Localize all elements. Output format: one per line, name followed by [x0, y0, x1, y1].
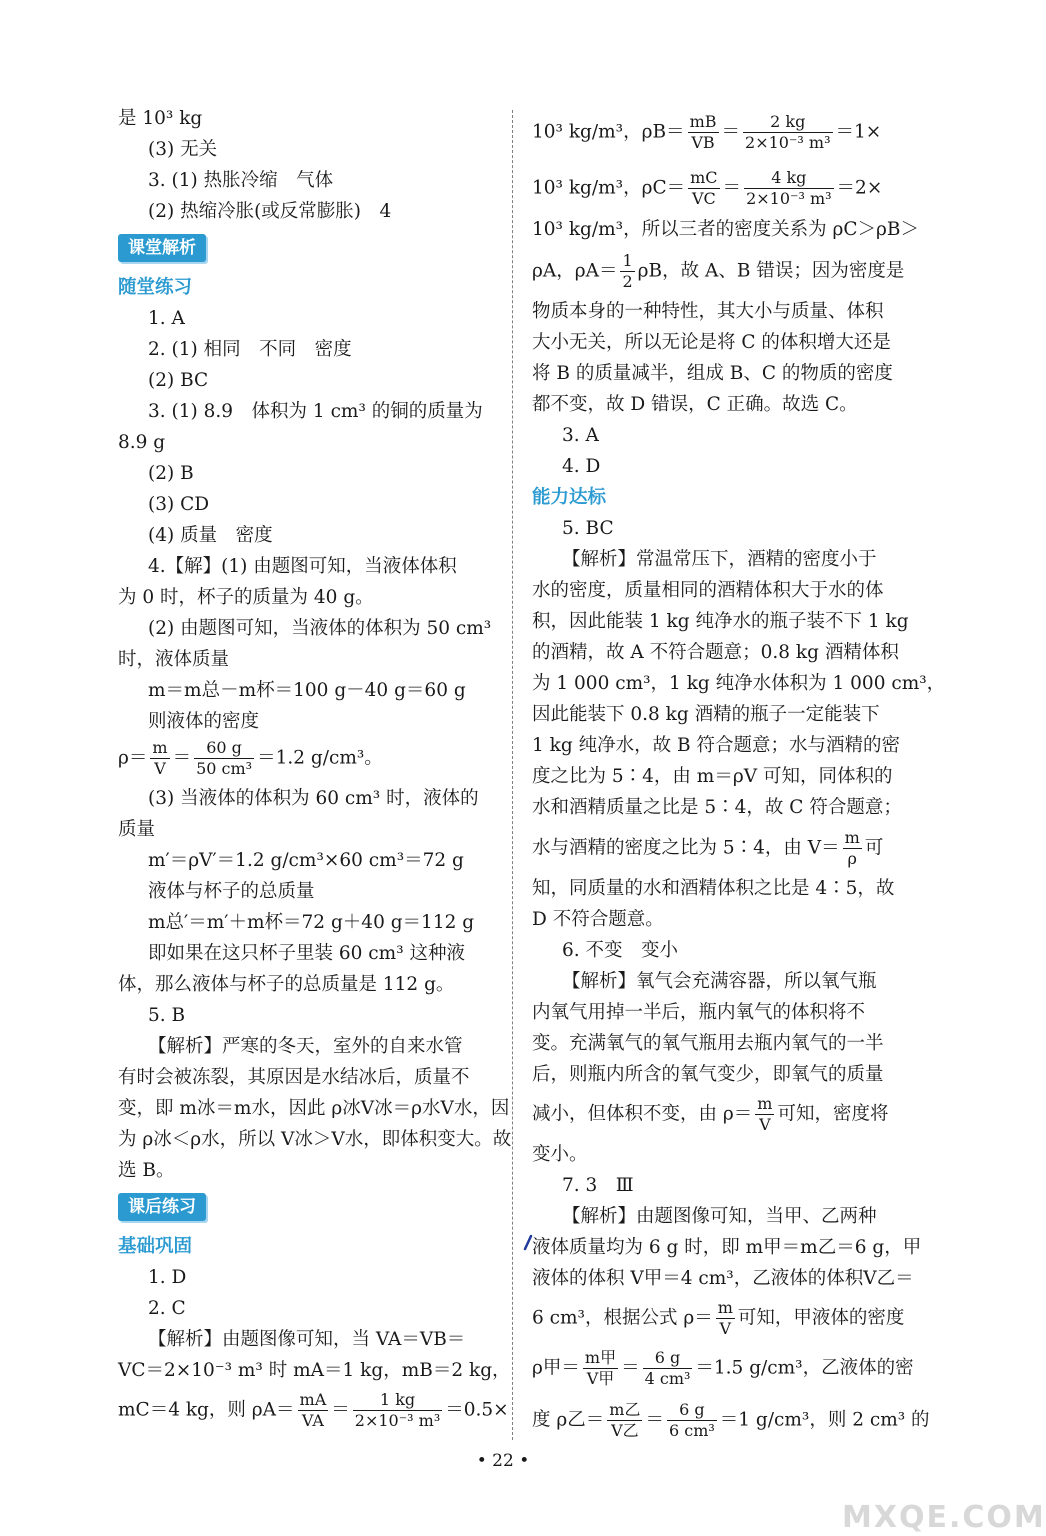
answer-line: 1. D: [148, 1267, 187, 1288]
analysis-line: 为 ρ冰＜ρ水，所以 V冰＞V水，即体积变大。故: [118, 1129, 512, 1150]
formula-line: mC＝4 kg，则 ρA＝ $\frac{mA}{VA}$ ＝ $\frac{1 kg}{\text{2×10⁻³ m³}}$ ＝0.5×: [118, 1390, 509, 1430]
answer-line: 2. C: [148, 1298, 186, 1319]
analysis-line: 液体的体积 V甲＝4 cm³，乙液体的体积V乙＝: [532, 1268, 914, 1289]
analysis-line: 【解析】由题图像可知，当甲、乙两种: [562, 1206, 877, 1227]
analysis-line: D 不符合题意。: [532, 909, 664, 930]
page-number: • 22 •: [476, 1451, 530, 1471]
analysis-line: 液体质量均为 6 g 时，即 m甲＝m乙＝6 g，甲: [532, 1237, 922, 1258]
solution-line: 4.【解】(1) 由题图可知，当液体体积: [148, 556, 457, 577]
fraction: $\frac{60 g}{\text{50 cm³}}$: [196, 738, 253, 778]
formula-line: 10³ kg/m³，ρB＝ $\frac{mB}{VB}$ ＝ $\frac{2 kg}{\text{2×10⁻³ m³}}$ ＝1×: [532, 112, 882, 152]
solution-line: 时，液体质量: [118, 649, 230, 670]
answer-line: (3) CD: [148, 494, 210, 515]
fraction: $\frac{mC}{VC}$: [690, 168, 718, 208]
formula-line: 水与酒精的密度之比为 5∶4，由 V＝ $\frac{m}{\rho}$ 可: [532, 828, 884, 868]
analysis-line: 知，同质量的水和酒精体积之比是 4∶5，故: [532, 878, 895, 899]
formula-line: ρ＝ $\frac{m}{V}$ ＝ $\frac{60 g}{\text{50 cm³}}$ ＝1.2 g/cm³。: [118, 738, 383, 778]
fraction: $\frac{mA}{VA}$: [299, 1390, 327, 1430]
analysis-line: 选 B。: [118, 1160, 175, 1181]
analysis-line: 积，因此能装 1 kg 纯净水的瓶子装不下 1 kg: [532, 611, 909, 632]
answer-line: (4) 质量 密度: [148, 525, 273, 546]
analysis-line: 水的密度，质量相同的酒精体积大于水的体: [532, 580, 884, 601]
fraction: $\frac{mB}{VB}$: [689, 112, 717, 152]
analysis-line: 为 1 000 cm³，1 kg 纯净水体积为 1 000 cm³，: [532, 673, 946, 694]
answer-line: (2) B: [148, 463, 194, 484]
analysis-line: 后，则瓶内所含的氧气变少，即氧气的质量: [532, 1064, 884, 1085]
solution-line: 则液体的密度: [148, 711, 260, 732]
analysis-line: 内氧气用掉一半后，瓶内氧气的体积将不: [532, 1002, 866, 1023]
fraction: $\frac{6 g}{\text{6 cm³}}$: [668, 1400, 715, 1440]
fraction: $\frac{6 g}{\text{4 cm³}}$: [644, 1348, 691, 1388]
analysis-line: 大小无关，所以无论是将 C 的体积增大还是: [532, 332, 891, 353]
answer-line: 6. 不变 变小: [562, 940, 679, 961]
analysis-line: 度之比为 5∶4，由 m＝ρV 可知，同体积的: [532, 766, 893, 787]
answer-line: 5. B: [148, 1005, 186, 1026]
analysis-line: 物质本身的一种特性，其大小与质量、体积: [532, 301, 884, 322]
fraction: $\frac{m}{\rho}$: [844, 828, 860, 868]
formula-line: m＝m总－m杯＝100 g－40 g＝60 g: [148, 680, 466, 701]
answer-line: 7. 3 Ⅲ: [562, 1175, 634, 1196]
subheading-ability: 能力达标: [532, 487, 607, 508]
solution-line: 为 0 时，杯子的质量为 40 g。: [118, 587, 374, 608]
answer-line: 8.9 g: [118, 432, 166, 453]
fraction: $\frac{m}{V}$: [757, 1094, 773, 1134]
analysis-line: VC＝2×10⁻³ m³ 时 mA＝1 kg，mB＝2 kg，: [118, 1360, 511, 1381]
analysis-line: 变，即 m冰＝m水，因此 ρ冰V冰＝ρ水V水，因: [118, 1098, 510, 1119]
formula-line: 10³ kg/m³，ρC＝ $\frac{mC}{VC}$ ＝ $\frac{4 kg}{\text{2×10⁻³ m³}}$ ＝2×: [532, 168, 883, 208]
text-line: 是 10³ kg: [118, 108, 203, 129]
formula-line: ρA，ρA＝ $\frac{1}{2}$ ρB，故 A、B 错误；因为密度是: [532, 251, 905, 291]
analysis-line: 【解析】由题图像可知，当 VA＝VB＝: [148, 1329, 466, 1350]
analysis-line: 1 kg 纯净水，故 B 符合题意；水与酒精的密: [532, 735, 900, 756]
analysis-line: 【解析】严寒的冬天，室外的自来水管: [148, 1036, 463, 1057]
answer-line: (2) BC: [148, 370, 209, 391]
analysis-line: 变。充满氧气的氧气瓶用去瓶内氧气的一半: [532, 1033, 884, 1054]
analysis-line: 有时会被冻裂，其原因是水结冰后，质量不: [118, 1067, 470, 1088]
fraction: $\frac{m}{V}$: [152, 738, 168, 778]
formula-line: m总′＝m′＋m杯＝72 g＋40 g＝112 g: [148, 912, 475, 933]
fraction: $\frac{\text{m甲}}{\text{V甲}}$: [584, 1348, 617, 1388]
pen-mark-icon: [523, 1235, 533, 1251]
text-line: 3. (1) 热胀冷缩 气体: [148, 170, 334, 191]
answer-line: 1. A: [148, 308, 185, 329]
solution-line: (3) 当液体的体积为 60 cm³ 时，液体的: [148, 788, 479, 809]
analysis-line: 变小。: [532, 1144, 588, 1165]
watermark-logo: MXQE.COM: [842, 1500, 1046, 1535]
fraction: $\frac{\text{m乙}}{\text{V乙}}$: [609, 1400, 641, 1440]
solution-line: (2) 由题图可知，当液体的体积为 50 cm³: [148, 618, 492, 639]
formula-line: 度 ρ乙＝ $\frac{\text{m乙}}{\text{V乙}}$ ＝ $\frac{6 g}{\text{6 cm³}}$ ＝1 g/cm³，则 2 cm³ 的: [532, 1400, 930, 1440]
column-divider: [512, 110, 513, 1440]
solution-line: 即如果在这只杯子里装 60 cm³ 这种液: [148, 943, 466, 964]
subheading-practice: 随堂练习: [118, 277, 193, 298]
section-badge-homework: 课后练习: [118, 1193, 206, 1221]
answer-line: 3. A: [562, 425, 599, 446]
analysis-line: 10³ kg/m³，所以三者的密度关系为 ρC＞ρB＞: [532, 219, 919, 240]
text-line: (2) 热缩冷胀(或反常膨胀) 4: [148, 201, 392, 222]
fraction: $\frac{2 kg}{\text{2×10⁻³ m³}}$: [745, 112, 831, 152]
analysis-line: 因此能装下 0.8 kg 酒精的瓶子一定能装下: [532, 704, 880, 725]
answer-line: 2. (1) 相同 不同 密度: [148, 339, 352, 360]
text-line: (3) 无关: [148, 139, 218, 160]
formula-line: ρ甲＝ $\frac{\text{m甲}}{\text{V甲}}$ ＝ $\frac{6 g}{\text{4 cm³}}$ ＝1.5 g/cm³，乙液体的密: [532, 1348, 914, 1388]
section-badge-class-analysis: 课堂解析: [118, 234, 206, 262]
fraction: $\frac{1}{2}$: [622, 251, 633, 291]
analysis-line: 【解析】氧气会充满容器，所以氧气瓶: [562, 971, 877, 992]
analysis-line: 都不变，故 D 错误，C 正确。故选 C。: [532, 394, 858, 415]
fraction: $\frac{4 kg}{\text{2×10⁻³ m³}}$: [746, 168, 832, 208]
solution-line: 质量: [118, 819, 156, 840]
formula-line: m′＝ρV′＝1.2 g/cm³×60 cm³＝72 g: [148, 850, 464, 871]
fraction: $\frac{m}{V}$: [717, 1298, 733, 1338]
analysis-line: 【解析】常温常压下，酒精的密度小于: [562, 549, 877, 570]
analysis-line: 水和酒精质量之比是 5∶4，故 C 符合题意；: [532, 797, 902, 818]
analysis-line: 将 B 的质量减半，组成 B、C 的物质的密度: [532, 363, 893, 384]
solution-line: 体，那么液体与杯子的总质量是 112 g。: [118, 974, 455, 995]
fraction: $\frac{1 kg}{\text{2×10⁻³ m³}}$: [354, 1390, 441, 1430]
analysis-line: 的酒精，故 A 不符合题意；0.8 kg 酒精体积: [532, 642, 899, 663]
solution-line: 液体与杯子的总质量: [148, 881, 315, 902]
subheading-basics: 基础巩固: [118, 1236, 193, 1257]
answer-line: 3. (1) 8.9 体积为 1 cm³ 的铜的质量为: [148, 401, 483, 422]
formula-line: 6 cm³，根据公式 ρ＝ $\frac{m}{V}$ 可知，甲液体的密度: [532, 1298, 905, 1338]
answer-line: 4. D: [562, 456, 601, 477]
answer-line: 5. BC: [562, 518, 614, 539]
formula-line: 减小，但体积不变，由 ρ＝ $\frac{m}{V}$ 可知，密度将: [532, 1094, 889, 1134]
